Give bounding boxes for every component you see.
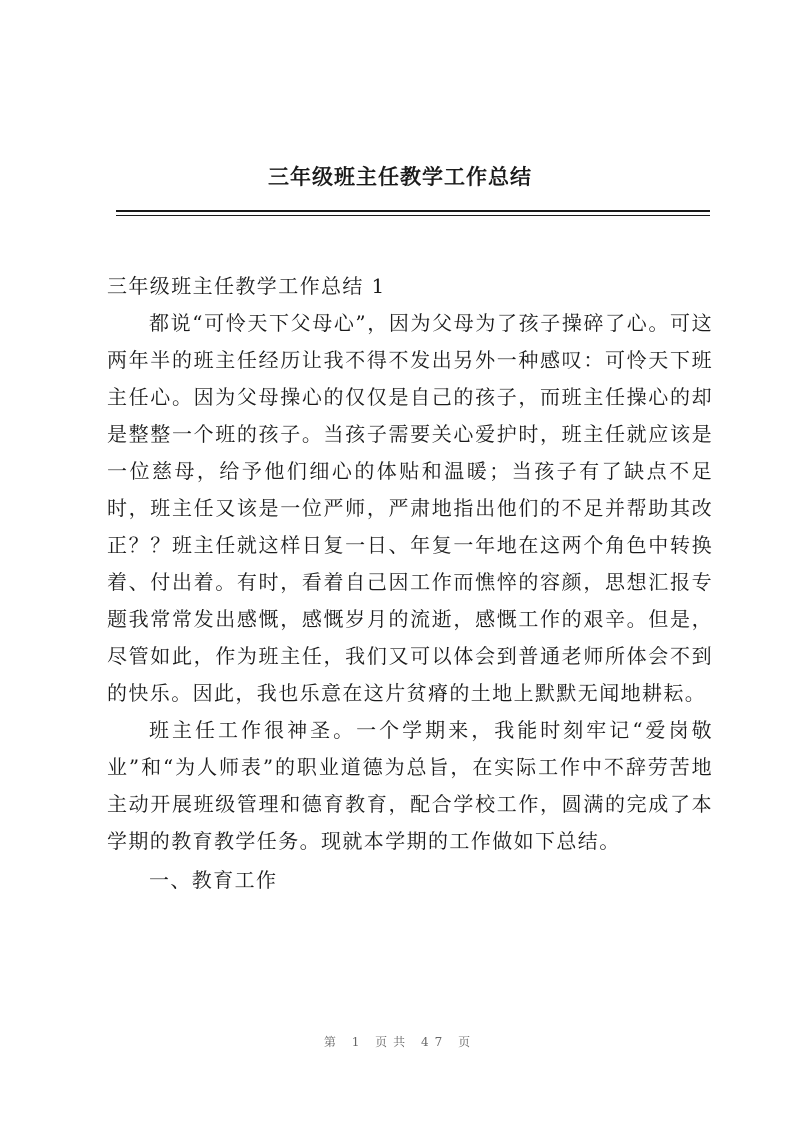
title-divider-thin bbox=[116, 215, 710, 216]
footer-total-pages: 47 bbox=[421, 1035, 449, 1049]
footer-prefix: 第 bbox=[323, 1035, 342, 1049]
title-divider-thick bbox=[116, 210, 710, 212]
footer-suffix: 页 bbox=[458, 1035, 477, 1049]
section-heading: 三年级班主任教学工作总结 1 bbox=[107, 274, 386, 298]
paragraph-2: 班主任工作很神圣。一个学期来，我能时刻牢记“爱岗敬业”和“为人师表”的职业道德为总旨，在实际工作中不辞劳苦地主动开展班级管理和德育教育，配合学校工作，圆满的完成了本学期的教育教学任务。现就本学期的工作做如下总结。 bbox=[107, 718, 713, 853]
footer-middle: 页共 bbox=[375, 1035, 412, 1049]
footer-page-number: 1 bbox=[351, 1035, 366, 1049]
paragraph-1: 都说“可怜天下父母心”，因为父母为了孩子操碎了心。可这两年半的班主任经历让我不得不发出另外一种感叹：可怜天下班主任心。因为父母操心的仅仅是自己的孩子，而班主任操心的却是整整一个班的孩子。当孩子需要关心爱护时，班主任就应该是一位慈母，给予他们细心的体贴和温暖；当孩子有了缺点不足时，班主任又该是一位严师，严肃地指出他们的不足并帮助其改正？？班主任就这样日复一日、年复一年地在这两个角色中转换着、付出着。有时，看着自己因工作而憔悴的容颜，思想汇报专题我常常发出感慨，感慨岁月的流逝，感慨工作的艰辛。但是，尽管如此，作为班主任，我们又可以体会到普通老师所体会不到的快乐。因此，我也乐意在这片贫瘠的土地上默默无闻地耕耘。 bbox=[107, 311, 713, 705]
page-footer bbox=[0, 1033, 800, 1050]
page-title: 三年级班主任教学工作总结 bbox=[268, 164, 532, 189]
document-body bbox=[107, 268, 713, 899]
sub-heading-education: 一、教育工作 bbox=[149, 868, 278, 892]
